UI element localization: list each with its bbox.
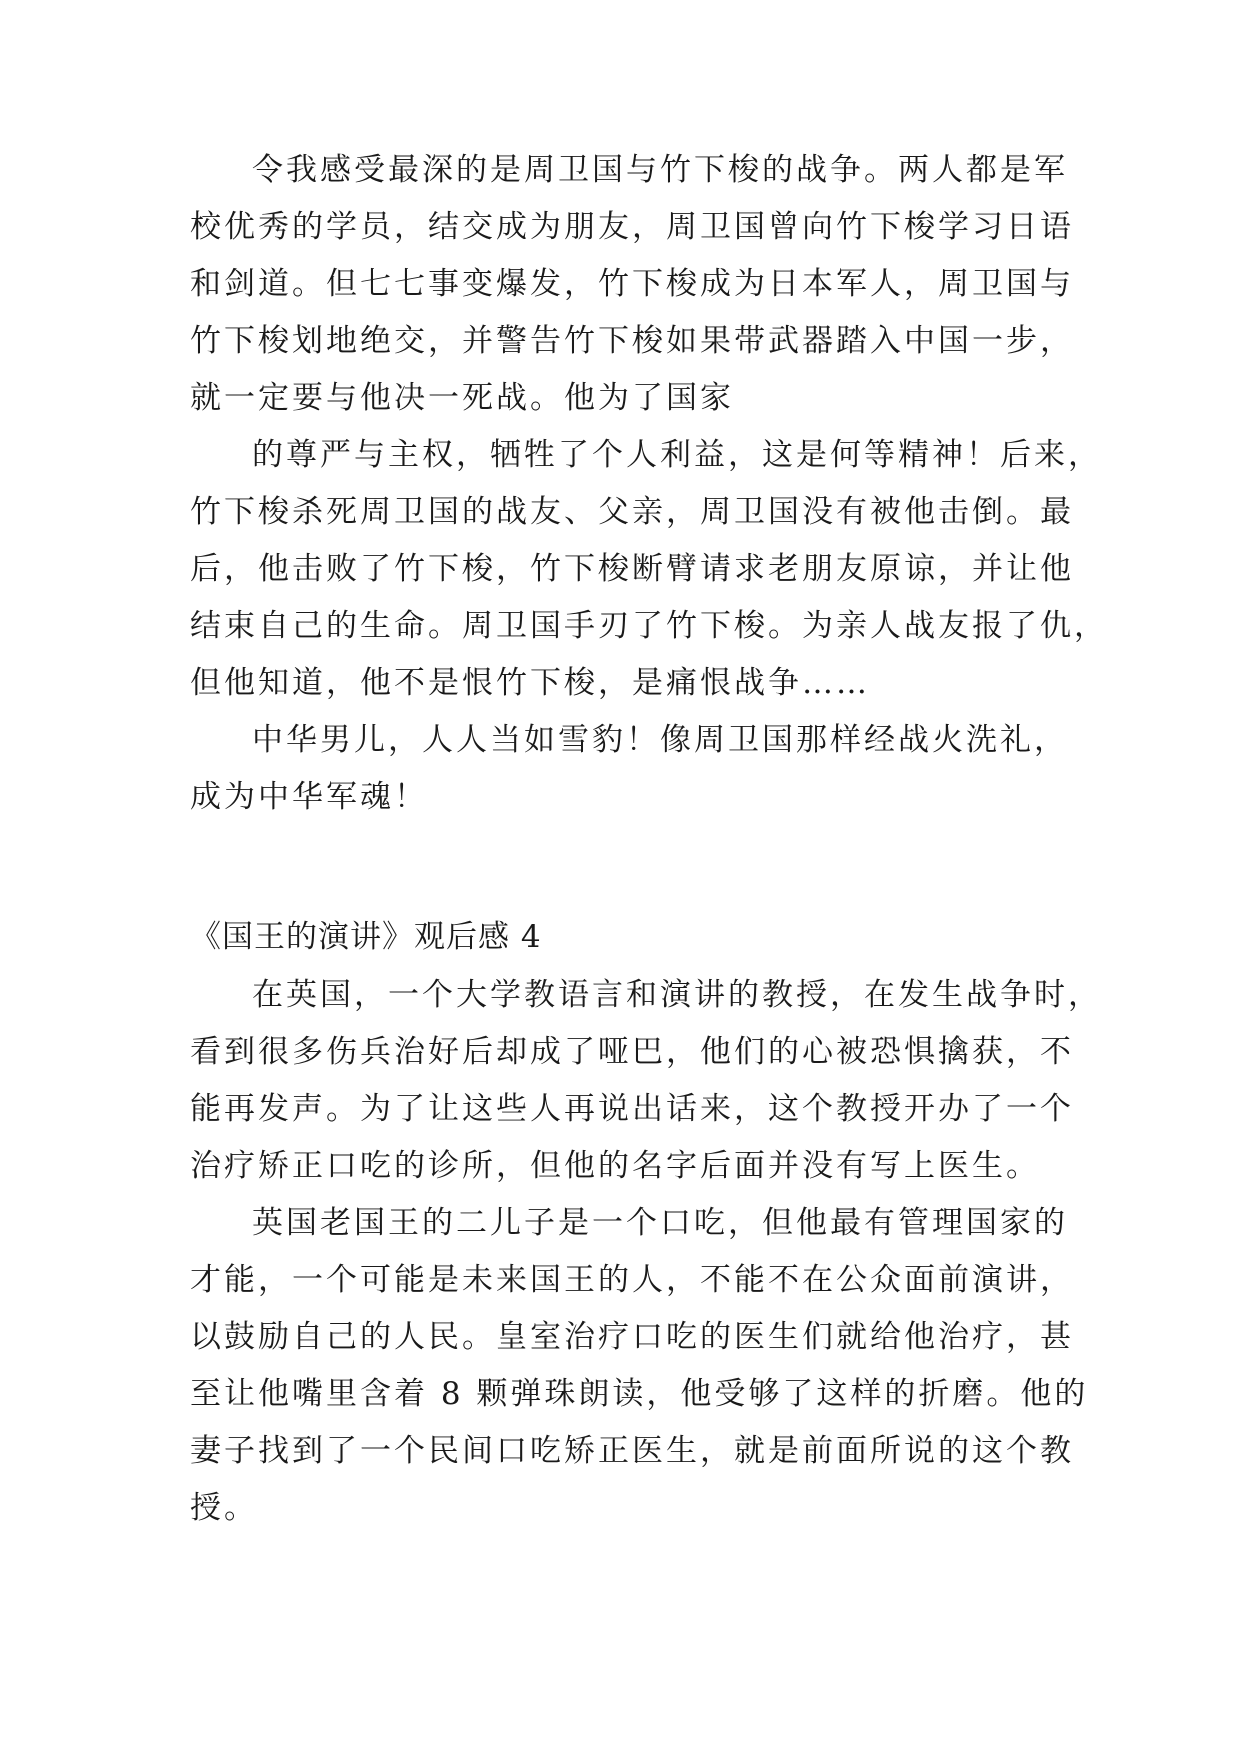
paragraph-line: 英国老国王的二儿子是一个口吃，但他最有管理国家的 (252, 1205, 1068, 1241)
paragraph-line: 中华男儿，人人当如雪豹！像周卫国那样经战火洗礼， (252, 722, 1068, 758)
paragraph-line: 才能，一个可能是未来国王的人，不能不在公众面前演讲， (190, 1262, 1074, 1298)
paragraph-line: 能再发声。为了让这些人再说出话来，这个教授开办了一个 (190, 1091, 1074, 1127)
paragraph-line: 成为中华军魂！ (190, 779, 428, 815)
paragraph-line: 的尊严与主权，牺牲了个人利益，这是何等精神！后来， (252, 437, 1102, 473)
paragraph-line: 妻子找到了一个民间口吃矫正医生，就是前面所说的这个教 (190, 1433, 1074, 1469)
paragraph-line: 后，他击败了竹下梭，竹下梭断臂请求老朋友原谅，并让他 (190, 551, 1074, 587)
paragraph-line: 至让他嘴里含着 8 颗弹珠朗读，他受够了这样的折磨。他的 (190, 1376, 1089, 1412)
paragraph-line: 授。 (190, 1490, 258, 1526)
paragraph-line: 就一定要与他决一死战。他为了国家 (190, 380, 734, 416)
paragraph-line: 令我感受最深的是周卫国与竹下梭的战争。两人都是军 (252, 152, 1068, 188)
paragraph-line: 和剑道。但七七事变爆发，竹下梭成为日本军人，周卫国与 (190, 266, 1074, 302)
section-heading: 《国王的演讲》观后感 4 (190, 919, 542, 955)
paragraph-line: 以鼓励自己的人民。皇室治疗口吃的医生们就给他治疗，甚 (190, 1319, 1074, 1355)
paragraph-line: 竹下梭划地绝交，并警告竹下梭如果带武器踏入中国一步， (190, 323, 1074, 359)
paragraph-line: 在英国，一个大学教语言和演讲的教授，在发生战争时， (252, 977, 1102, 1013)
paragraph-line: 看到很多伤兵治好后却成了哑巴，他们的心被恐惧擒获，不 (190, 1034, 1074, 1070)
paragraph-line: 但他知道，他不是恨竹下梭，是痛恨战争…… (190, 665, 870, 701)
paragraph-line: 竹下梭杀死周卫国的战友、父亲，周卫国没有被他击倒。最 (190, 494, 1074, 530)
paragraph-line: 结束自己的生命。周卫国手刃了竹下梭。为亲人战友报了仇， (190, 608, 1108, 644)
paragraph-line: 治疗矫正口吃的诊所，但他的名字后面并没有写上医生。 (190, 1148, 1040, 1184)
paragraph-line: 校优秀的学员，结交成为朋友，周卫国曾向竹下梭学习日语 (190, 209, 1074, 245)
